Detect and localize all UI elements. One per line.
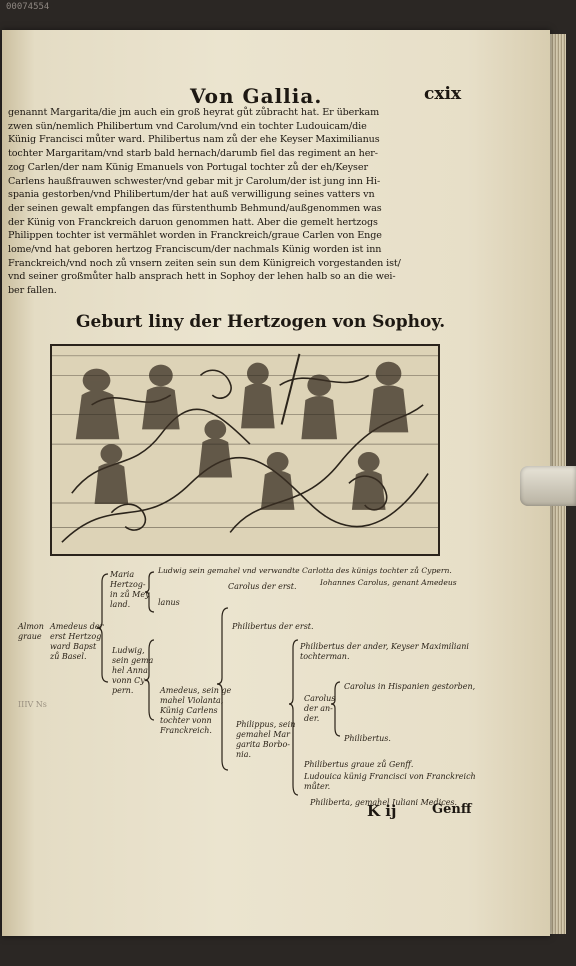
signature-mark: K ij (367, 802, 397, 820)
gen-line: ward Bapst (50, 642, 97, 651)
gen-line: mahel Violanta, (160, 696, 224, 705)
gen-line: Philippus, sein (236, 720, 296, 729)
body-line: zog Carlen/der nam Künig Emanuels von Portugal tochter zů der eh/Keyser (8, 161, 368, 173)
gen-line: Carolus (304, 694, 336, 703)
gen-line: sein gema (112, 656, 154, 665)
gen-line: vonn Cy- (112, 676, 148, 685)
gen-line: Amedeus der (50, 622, 104, 631)
section-heading: Geburt liny der Hertzogen von Sophoy. (76, 312, 446, 332)
gen-line: graue (18, 632, 42, 641)
gen-amon (18, 622, 44, 642)
body-line: Philippen tochter ist vermählet worden in Franckreich/graue Carlen von Enge (8, 230, 382, 242)
catchword: Genff (432, 802, 472, 817)
gen-ludouica (304, 772, 476, 792)
gen-carolus-hispania: Carolus in Hispanien gestorben, (344, 682, 476, 691)
gen-line: tochterman. (300, 652, 350, 661)
gen-line: gemahel Mar (236, 730, 290, 739)
gen-maria (110, 570, 150, 610)
gen-line: der. (304, 714, 320, 723)
body-line: zwen sün/nemlich Philibertum vnd Carolum/vnd ein tochter Ludouicam/die (8, 120, 367, 132)
gen-carolus-first: Carolus der erst. (228, 582, 297, 591)
gen-line: Philibertus der ander, Keyser Maximiliani (300, 642, 469, 651)
body-line: der seinen gewalt empfangen das fürstenthumb Behmund/außgenommen was (8, 202, 382, 214)
gen-line: nia. (236, 750, 252, 759)
gen-line: erst Hertzog (50, 632, 102, 641)
gen-philiberta: Philiberta, gemahel Iuliani Medices. (310, 798, 458, 807)
gen-line: garita Borbo- (236, 740, 290, 749)
body-line: Carlens haußfrauwen schwester/vnd gebar mit jr Carolum/der ist jung inn Hi- (8, 175, 381, 187)
gen-line: der an- (304, 704, 333, 713)
show-through-note: IIIV Ns (18, 700, 47, 709)
woodcut-drawing (52, 346, 438, 554)
gen-line: Franckreich. (160, 726, 212, 735)
body-text (8, 106, 463, 298)
gen-line: pern. (112, 686, 134, 695)
gen-carolus-second (304, 694, 335, 724)
gen-line: Ludwig, (112, 646, 145, 655)
body-line: Franckreich/vnd noch zů vnsern zeiten sein sun dem Künigreich vorgestanden ist/ (8, 257, 401, 269)
gen-ludwig-cyprus: Ludwig sein gemahel vnd verwandte Carlotta des künigs tochter zů Cypern. (158, 566, 452, 575)
bookmark-tab (520, 466, 576, 506)
gen-line: hel Anna (112, 666, 148, 675)
gen-philibertus-second (300, 642, 469, 662)
gen-johannes-carolus: Iohannes Carolus, genant Amedeus (320, 578, 457, 587)
gen-amedeus-violanta (160, 686, 231, 736)
gen-philibertus-genff: Philibertus graue zů Genff. (304, 760, 414, 769)
gen-line: land. (110, 600, 131, 609)
woodcut-illustration (50, 344, 440, 556)
gen-philibertus-first: Philibertus der erst. (232, 622, 314, 631)
gen-line: Hertzog- (110, 580, 146, 589)
folio-number: cxix (424, 84, 462, 104)
gen-ludwig-anna (112, 646, 153, 696)
gen-line: in zů Mey (110, 590, 150, 599)
body-line: vnd seiner großmůter halb ansprach hett in Sophoy der lehen halb so an die wei- (8, 271, 396, 283)
gen-line: Amedeus, sein ge (160, 686, 232, 695)
gen-line: zů Basel. (50, 652, 87, 661)
gen-philippus (236, 720, 295, 760)
body-line: lome/vnd hat geboren hertzog Franciscum/der nachmals Künig worden ist inn (8, 244, 382, 256)
body-line: tochter Margaritam/vnd starb bald hernach/darumb fiel das regiment an her- (8, 148, 378, 160)
running-title: Von Gallia. (190, 84, 323, 108)
gen-line: tochter vonn (160, 716, 212, 725)
body-line: der Künig von Franckreich daruon genommen hatt. Aber die gemelt hertzogs (8, 216, 378, 228)
gen-line: Maria (110, 570, 135, 579)
gen-line: můter. (304, 782, 331, 791)
gen-philibertus-third: Philibertus. (344, 734, 391, 743)
gen-line: Ludouica künig Francisci von Franckreich (304, 772, 476, 781)
gen-amedeus-first (50, 622, 103, 662)
body-line: Künig Francisci můter ward. Philibertus nam zů der ehe Keyser Maximilianus (8, 134, 380, 146)
body-line: spania gestorben/vnd Philibertum/der hat auß verwilligung seines vatters vn (8, 189, 375, 201)
body-line: ber fallen. (8, 285, 57, 297)
scan-id: 00074554 (6, 2, 50, 12)
gen-line: Künig Carlens (160, 706, 218, 715)
gen-lanus: lanus (158, 598, 180, 607)
body-line: genannt Margarita/die jm auch ein groß heyrat gůt zůbracht hat. Er überkam (8, 107, 380, 118)
gen-line: Almon (18, 622, 44, 631)
